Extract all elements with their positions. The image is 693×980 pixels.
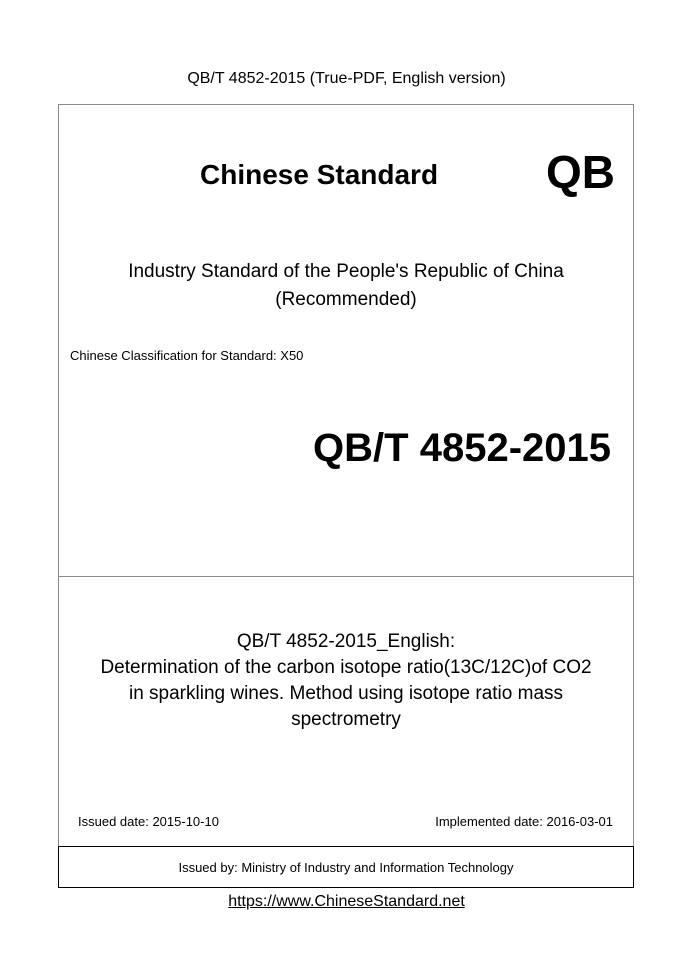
issued-date: Issued date: 2015-10-10 (78, 814, 219, 829)
recommended-label: (Recommended) (275, 289, 417, 310)
document-title-line: QB/T 4852-2015_English: (236, 631, 456, 652)
implemented-date: Implemented date: 2016-03-01 (435, 814, 613, 829)
document-title (58, 629, 634, 733)
document-title-line: Determination of the carbon isotope ratio(13C/12C)of CO2 (100, 657, 592, 678)
standard-number: QB/T 4852-2015 (313, 426, 611, 470)
page-header: QB/T 4852-2015 (True-PDF, English version) (187, 70, 506, 87)
issued-by-label: Issued by: Ministry of Industry and Information Technology (178, 859, 514, 875)
website-link[interactable]: https://www.ChineseStandard.net (228, 893, 465, 910)
document-title-line: in sparkling wines. Method using isotope ratio mass (128, 683, 564, 704)
issuer-panel (58, 846, 634, 888)
industry-line: Industry Standard of the People's Republic of China (128, 261, 564, 282)
standard-heading: Chinese Standard (200, 159, 439, 190)
document-title-line: spectrometry (291, 709, 401, 730)
standard-code-mark: QB (546, 146, 615, 198)
classification-label: Chinese Classification for Standard: X50 (70, 348, 304, 363)
industry-standard-statement (58, 258, 634, 314)
